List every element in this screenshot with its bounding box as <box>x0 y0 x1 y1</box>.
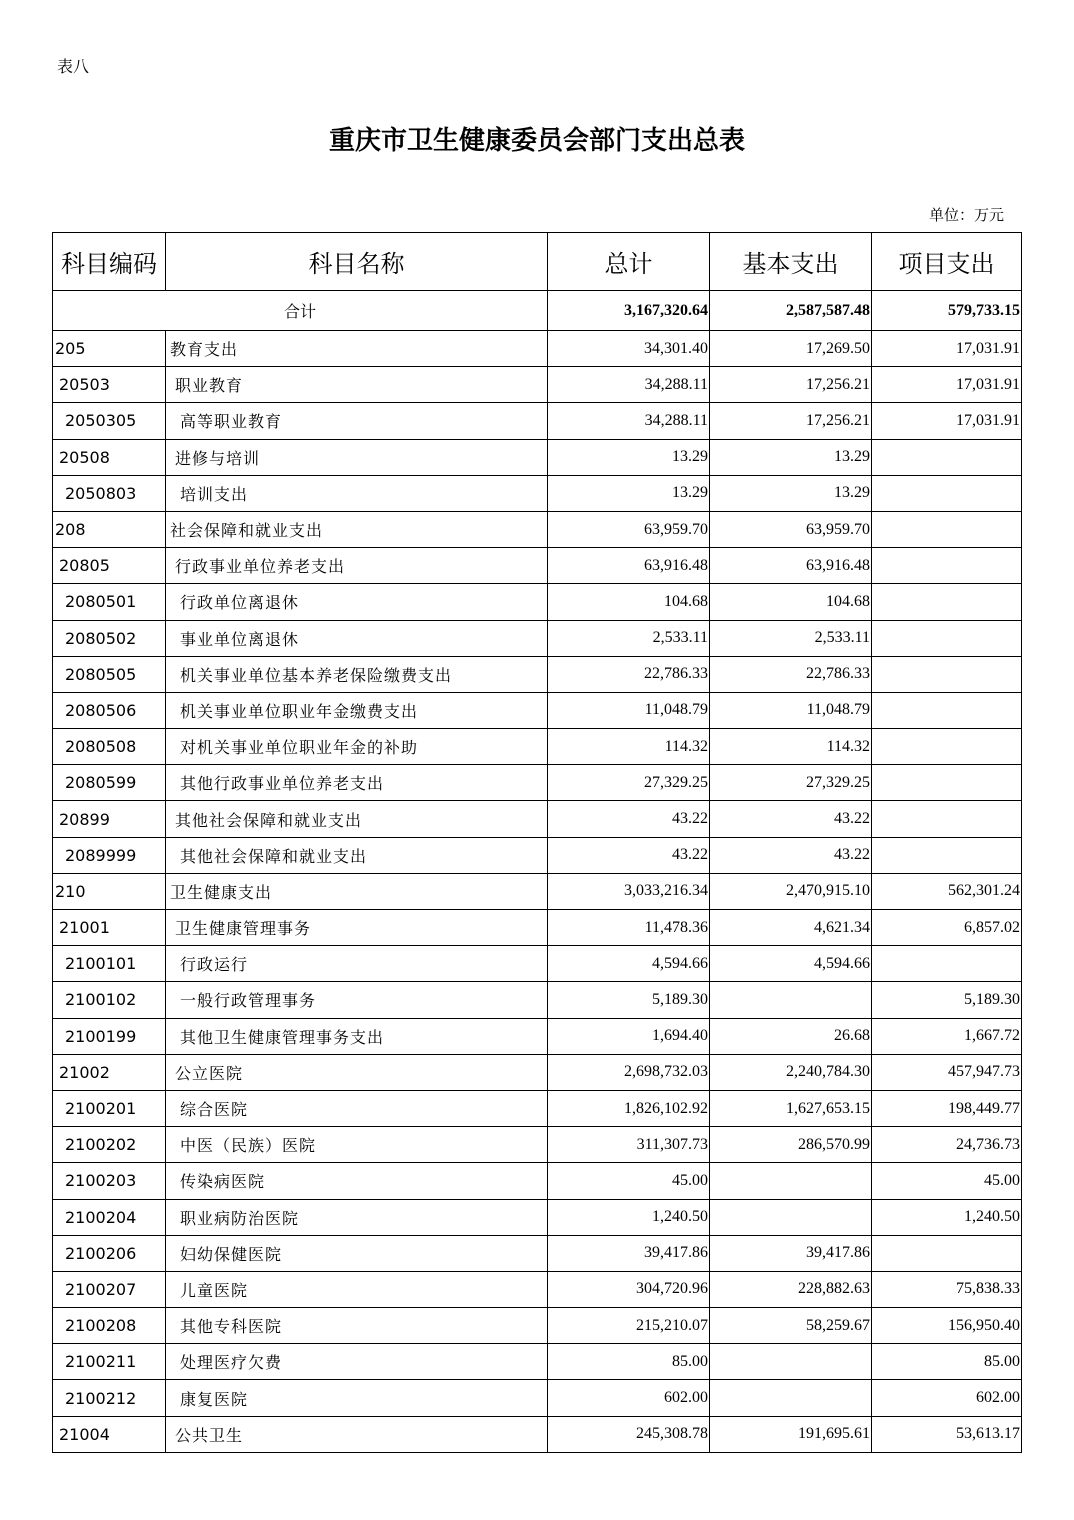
row-project <box>872 584 1022 620</box>
row-project: 198,449.77 <box>872 1090 1022 1126</box>
row-project <box>872 548 1022 584</box>
unit-label: 单位：万元 <box>929 206 1005 224</box>
row-code: 21001 <box>53 910 166 946</box>
table-row <box>53 367 1022 403</box>
row-code: 20899 <box>53 801 166 837</box>
table-row <box>53 1018 1022 1054</box>
row-code: 210 <box>53 873 166 909</box>
total-label: 合计 <box>53 291 548 331</box>
table-row <box>53 1235 1022 1271</box>
row-total: 1,694.40 <box>548 1018 710 1054</box>
row-project: 1,240.50 <box>872 1199 1022 1235</box>
row-project <box>872 656 1022 692</box>
row-basic: 17,269.50 <box>710 331 872 367</box>
row-total: 245,308.78 <box>548 1416 710 1452</box>
table-row <box>53 1163 1022 1199</box>
table-row <box>53 692 1022 728</box>
row-project <box>872 837 1022 873</box>
table-row <box>53 403 1022 439</box>
row-code: 2080599 <box>53 765 166 801</box>
header-total: 总计 <box>548 233 710 291</box>
row-total: 27,329.25 <box>548 765 710 801</box>
table-row <box>53 837 1022 873</box>
table-row <box>53 511 1022 547</box>
header-project: 项目支出 <box>872 233 1022 291</box>
row-total: 85.00 <box>548 1344 710 1380</box>
row-basic: 58,259.67 <box>710 1308 872 1344</box>
row-basic: 286,570.99 <box>710 1127 872 1163</box>
total-total: 3,167,320.64 <box>548 291 710 331</box>
row-name: 中医（民族）医院 <box>166 1127 548 1163</box>
row-project: 602.00 <box>872 1380 1022 1416</box>
row-basic: 43.22 <box>710 801 872 837</box>
row-code: 2100211 <box>53 1344 166 1380</box>
row-total: 34,301.40 <box>548 331 710 367</box>
row-name: 卫生健康支出 <box>166 873 548 909</box>
table-row <box>53 1271 1022 1307</box>
row-name: 公共卫生 <box>166 1416 548 1452</box>
table-row <box>53 729 1022 765</box>
row-name: 行政运行 <box>166 946 548 982</box>
row-total: 39,417.86 <box>548 1235 710 1271</box>
row-basic: 11,048.79 <box>710 692 872 728</box>
table-row <box>53 1054 1022 1090</box>
row-total: 43.22 <box>548 801 710 837</box>
table-row <box>53 475 1022 511</box>
table-row <box>53 1127 1022 1163</box>
table-label: 表八 <box>57 57 90 76</box>
header-name: 科目名称 <box>166 233 548 291</box>
table-row <box>53 1416 1022 1452</box>
row-total: 45.00 <box>548 1163 710 1199</box>
row-project: 24,736.73 <box>872 1127 1022 1163</box>
row-total: 215,210.07 <box>548 1308 710 1344</box>
table-row <box>53 1308 1022 1344</box>
row-name: 行政事业单位养老支出 <box>166 548 548 584</box>
row-name: 社会保障和就业支出 <box>166 511 548 547</box>
row-code: 2100212 <box>53 1380 166 1416</box>
total-row <box>53 291 1022 331</box>
row-project: 75,838.33 <box>872 1271 1022 1307</box>
row-basic: 63,916.48 <box>710 548 872 584</box>
table-row <box>53 873 1022 909</box>
row-project: 45.00 <box>872 1163 1022 1199</box>
row-total: 5,189.30 <box>548 982 710 1018</box>
row-name: 职业教育 <box>166 367 548 403</box>
row-total: 602.00 <box>548 1380 710 1416</box>
row-name: 其他社会保障和就业支出 <box>166 801 548 837</box>
row-basic: 4,594.66 <box>710 946 872 982</box>
row-code: 20508 <box>53 439 166 475</box>
row-name: 儿童医院 <box>166 1271 548 1307</box>
row-code: 2100101 <box>53 946 166 982</box>
row-basic: 1,627,653.15 <box>710 1090 872 1126</box>
row-project: 562,301.24 <box>872 873 1022 909</box>
row-code: 2100207 <box>53 1271 166 1307</box>
row-total: 11,478.36 <box>548 910 710 946</box>
row-total: 63,959.70 <box>548 511 710 547</box>
row-code: 20503 <box>53 367 166 403</box>
row-code: 2100208 <box>53 1308 166 1344</box>
row-name: 其他行政事业单位养老支出 <box>166 765 548 801</box>
table-row <box>53 801 1022 837</box>
row-project: 156,950.40 <box>872 1308 1022 1344</box>
table-row <box>53 331 1022 367</box>
row-code: 21002 <box>53 1054 166 1090</box>
row-basic: 114.32 <box>710 729 872 765</box>
row-code: 21004 <box>53 1416 166 1452</box>
row-name: 其他卫生健康管理事务支出 <box>166 1018 548 1054</box>
table-row <box>53 982 1022 1018</box>
row-project: 17,031.91 <box>872 403 1022 439</box>
row-code: 2080502 <box>53 620 166 656</box>
row-name: 其他专科医院 <box>166 1308 548 1344</box>
row-basic: 13.29 <box>710 475 872 511</box>
row-basic: 4,621.34 <box>710 910 872 946</box>
row-project <box>872 511 1022 547</box>
row-project: 17,031.91 <box>872 367 1022 403</box>
expenditure-table <box>52 232 1022 1453</box>
row-project: 6,857.02 <box>872 910 1022 946</box>
row-name: 职业病防治医院 <box>166 1199 548 1235</box>
table-row <box>53 620 1022 656</box>
total-project: 579,733.15 <box>872 291 1022 331</box>
row-name: 妇幼保健医院 <box>166 1235 548 1271</box>
row-name: 一般行政管理事务 <box>166 982 548 1018</box>
row-basic <box>710 1380 872 1416</box>
row-name: 综合医院 <box>166 1090 548 1126</box>
row-code: 2080501 <box>53 584 166 620</box>
row-code: 2100102 <box>53 982 166 1018</box>
row-basic: 228,882.63 <box>710 1271 872 1307</box>
row-basic: 13.29 <box>710 439 872 475</box>
row-name: 进修与培训 <box>166 439 548 475</box>
row-code: 2050803 <box>53 475 166 511</box>
row-basic: 63,959.70 <box>710 511 872 547</box>
row-basic: 26.68 <box>710 1018 872 1054</box>
row-basic <box>710 1199 872 1235</box>
row-basic <box>710 1163 872 1199</box>
row-project <box>872 729 1022 765</box>
row-code: 2050305 <box>53 403 166 439</box>
row-code: 2100202 <box>53 1127 166 1163</box>
row-basic: 27,329.25 <box>710 765 872 801</box>
row-name: 高等职业教育 <box>166 403 548 439</box>
row-name: 培训支出 <box>166 475 548 511</box>
row-total: 43.22 <box>548 837 710 873</box>
row-project: 5,189.30 <box>872 982 1022 1018</box>
row-name: 行政单位离退休 <box>166 584 548 620</box>
row-project <box>872 1235 1022 1271</box>
row-total: 1,240.50 <box>548 1199 710 1235</box>
row-total: 3,033,216.34 <box>548 873 710 909</box>
row-basic: 17,256.21 <box>710 367 872 403</box>
row-basic: 104.68 <box>710 584 872 620</box>
row-basic: 39,417.86 <box>710 1235 872 1271</box>
row-basic <box>710 1344 872 1380</box>
row-basic: 2,240,784.30 <box>710 1054 872 1090</box>
row-project <box>872 475 1022 511</box>
row-name: 教育支出 <box>166 331 548 367</box>
table-row <box>53 439 1022 475</box>
row-total: 13.29 <box>548 439 710 475</box>
row-basic <box>710 982 872 1018</box>
row-code: 2100201 <box>53 1090 166 1126</box>
row-project: 457,947.73 <box>872 1054 1022 1090</box>
table-row <box>53 584 1022 620</box>
header-code: 科目编码 <box>53 233 166 291</box>
row-total: 11,048.79 <box>548 692 710 728</box>
row-project <box>872 765 1022 801</box>
table-row <box>53 548 1022 584</box>
row-name: 卫生健康管理事务 <box>166 910 548 946</box>
row-basic: 2,533.11 <box>710 620 872 656</box>
table-row <box>53 910 1022 946</box>
row-total: 304,720.96 <box>548 1271 710 1307</box>
row-total: 311,307.73 <box>548 1127 710 1163</box>
row-project <box>872 692 1022 728</box>
row-basic: 22,786.33 <box>710 656 872 692</box>
row-project: 17,031.91 <box>872 331 1022 367</box>
row-name: 传染病医院 <box>166 1163 548 1199</box>
total-basic: 2,587,587.48 <box>710 291 872 331</box>
row-code: 205 <box>53 331 166 367</box>
table-row <box>53 765 1022 801</box>
table-row <box>53 1380 1022 1416</box>
row-name: 机关事业单位职业年金缴费支出 <box>166 692 548 728</box>
row-name: 机关事业单位基本养老保险缴费支出 <box>166 656 548 692</box>
row-code: 2100206 <box>53 1235 166 1271</box>
row-basic: 17,256.21 <box>710 403 872 439</box>
row-name: 康复医院 <box>166 1380 548 1416</box>
row-project <box>872 439 1022 475</box>
row-project: 1,667.72 <box>872 1018 1022 1054</box>
row-project: 85.00 <box>872 1344 1022 1380</box>
row-name: 其他社会保障和就业支出 <box>166 837 548 873</box>
row-project: 53,613.17 <box>872 1416 1022 1452</box>
row-basic: 43.22 <box>710 837 872 873</box>
row-total: 34,288.11 <box>548 403 710 439</box>
row-code: 2080506 <box>53 692 166 728</box>
row-name: 事业单位离退休 <box>166 620 548 656</box>
row-total: 114.32 <box>548 729 710 765</box>
table-row <box>53 656 1022 692</box>
row-total: 13.29 <box>548 475 710 511</box>
row-total: 2,533.11 <box>548 620 710 656</box>
row-code: 2100204 <box>53 1199 166 1235</box>
row-code: 2089999 <box>53 837 166 873</box>
row-code: 2080508 <box>53 729 166 765</box>
row-code: 2080505 <box>53 656 166 692</box>
table-row <box>53 1344 1022 1380</box>
row-total: 1,826,102.92 <box>548 1090 710 1126</box>
header-basic: 基本支出 <box>710 233 872 291</box>
row-code: 2100203 <box>53 1163 166 1199</box>
row-code: 2100199 <box>53 1018 166 1054</box>
page-title: 重庆市卫生健康委员会部门支出总表 <box>328 126 745 156</box>
row-code: 208 <box>53 511 166 547</box>
row-project <box>872 620 1022 656</box>
table-row <box>53 946 1022 982</box>
row-total: 104.68 <box>548 584 710 620</box>
row-name: 公立医院 <box>166 1054 548 1090</box>
header-row <box>53 233 1022 291</box>
row-total: 34,288.11 <box>548 367 710 403</box>
row-project <box>872 946 1022 982</box>
row-basic: 2,470,915.10 <box>710 873 872 909</box>
row-total: 4,594.66 <box>548 946 710 982</box>
table-row <box>53 1199 1022 1235</box>
row-code: 20805 <box>53 548 166 584</box>
table-row <box>53 1090 1022 1126</box>
row-name: 处理医疗欠费 <box>166 1344 548 1380</box>
row-basic: 191,695.61 <box>710 1416 872 1452</box>
row-total: 63,916.48 <box>548 548 710 584</box>
row-total: 2,698,732.03 <box>548 1054 710 1090</box>
row-name: 对机关事业单位职业年金的补助 <box>166 729 548 765</box>
row-total: 22,786.33 <box>548 656 710 692</box>
row-project <box>872 801 1022 837</box>
